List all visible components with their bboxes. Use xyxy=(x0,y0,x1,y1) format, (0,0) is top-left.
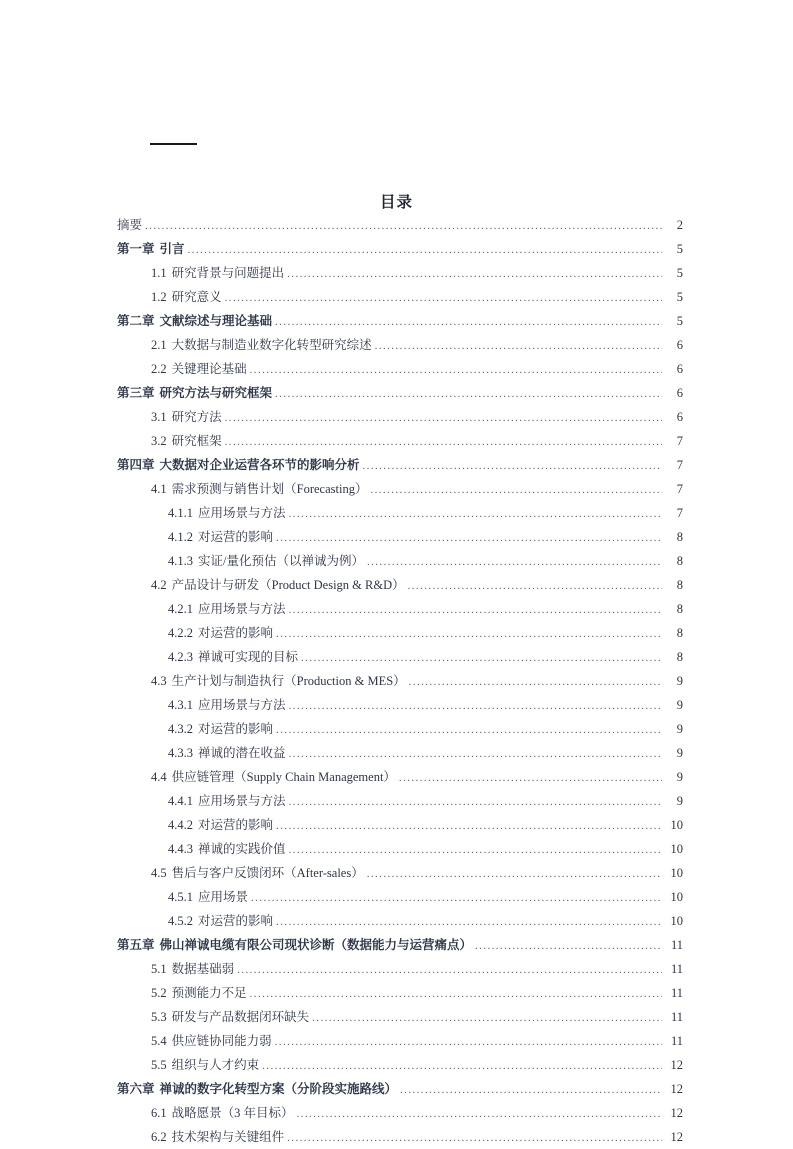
toc-entry-page-number: 2 xyxy=(676,218,683,232)
toc-entry-label xyxy=(168,549,366,573)
toc-entry-page-number: 9 xyxy=(676,722,683,736)
toc-entry-number: 4.4.3 xyxy=(168,842,193,856)
toc-dot-leader xyxy=(289,797,662,810)
toc-entry-page-number: 8 xyxy=(676,554,683,568)
toc-entry-title: 研发与产品数据闭环缺失 xyxy=(171,1010,310,1024)
toc-entry-number: 3.2 xyxy=(151,434,167,448)
toc-dot-leader xyxy=(276,629,662,642)
toc-entry-page-number: 11 xyxy=(670,962,683,976)
toc-dot-leader xyxy=(250,365,662,378)
toc-entry-number: 4.5 xyxy=(151,866,167,880)
toc-entry[interactable] xyxy=(117,381,683,405)
toc-dot-leader xyxy=(367,869,662,882)
toc-entry-label xyxy=(168,741,288,765)
toc-dot-leader xyxy=(475,941,662,954)
toc-entry-label xyxy=(151,573,407,597)
toc-entry-page-number: 11 xyxy=(670,1034,683,1048)
toc-entry-label xyxy=(151,357,249,381)
toc-entry[interactable] xyxy=(151,1053,683,1077)
toc-entry-label xyxy=(151,1125,286,1149)
toc-entry-page-number: 5 xyxy=(676,266,683,280)
toc-entry-label xyxy=(151,1005,311,1029)
toc-entry-number: 6.2 xyxy=(151,1130,167,1144)
toc-entry-title: 应用场景与方法 xyxy=(198,602,286,616)
toc-entry-title: 文献综述与理论基础 xyxy=(159,314,273,328)
toc-entry[interactable] xyxy=(117,213,683,237)
toc-entry-title: 禅诚的实践价值 xyxy=(198,842,286,856)
toc-dot-leader xyxy=(297,1109,662,1122)
toc-entry[interactable] xyxy=(168,549,683,573)
toc-entry-title: 关键理论基础 xyxy=(171,362,247,376)
toc-entry-number: 3.1 xyxy=(151,410,167,424)
toc-dot-leader xyxy=(289,509,662,522)
toc-entry-page-number: 5 xyxy=(676,290,683,304)
toc-entry-title: 大数据与制造业数字化转型研究综述 xyxy=(171,338,372,352)
toc-entry-title: 禅诚可实现的目标 xyxy=(198,650,299,664)
toc-entry-number: 5.1 xyxy=(151,962,167,976)
toc-entry-number: 4.2 xyxy=(151,578,167,592)
toc-entry-label xyxy=(117,213,144,237)
toc-entry[interactable] xyxy=(151,261,683,285)
toc-entry-page-number: 9 xyxy=(676,794,683,808)
toc-entry-title: 研究意义 xyxy=(171,290,222,304)
toc-dot-leader xyxy=(312,1013,662,1026)
toc-entry-number: 5.4 xyxy=(151,1034,167,1048)
toc-entry-number: 第六章 xyxy=(117,1082,155,1096)
toc-entry-title: 应用场景与方法 xyxy=(198,698,286,712)
toc-entry-title: 生产计划与制造执行（Production & MES） xyxy=(171,674,406,688)
toc-entry-label xyxy=(168,597,288,621)
toc-entry-title: 大数据对企业运营各环节的影响分析 xyxy=(159,458,360,472)
toc-entry-page-number: 9 xyxy=(676,770,683,784)
toc-dot-leader xyxy=(225,437,662,450)
toc-entry[interactable] xyxy=(151,981,683,1005)
toc-entry-label xyxy=(168,789,288,813)
toc-entry-page-number: 10 xyxy=(670,866,683,880)
toc-entry-label xyxy=(151,477,369,501)
toc-entry-label xyxy=(168,909,275,933)
toc-entry-number: 4.2.1 xyxy=(168,602,193,616)
toc-entry-number: 1.2 xyxy=(151,290,167,304)
toc-entry-page-number: 7 xyxy=(676,482,683,496)
toc-entry-number: 4.4.2 xyxy=(168,818,193,832)
toc-entry-title: 预测能力不足 xyxy=(171,986,247,1000)
toc-entry-title: 佛山禅诚电缆有限公司现状诊断（数据能力与运营痛点） xyxy=(159,938,473,952)
toc-entry-label xyxy=(151,861,366,885)
toc-entry-page-number: 6 xyxy=(676,386,683,400)
toc-entry-number: 4.3.1 xyxy=(168,698,193,712)
toc-entry-number: 4.4 xyxy=(151,770,167,784)
toc-entry-page-number: 11 xyxy=(670,986,683,1000)
toc-dot-leader xyxy=(409,677,662,690)
toc-entry-title: 应用场景 xyxy=(198,890,249,904)
toc-dot-leader xyxy=(262,1061,662,1074)
toc-dot-leader xyxy=(289,845,662,858)
toc-entry-title: 需求预测与销售计划（Forecasting） xyxy=(171,482,368,496)
toc-entry-page-number: 12 xyxy=(670,1106,683,1120)
toc-entry-title: 组织与人才约束 xyxy=(171,1058,260,1072)
toc-entry[interactable] xyxy=(151,1101,683,1125)
toc-entry-page-number: 12 xyxy=(670,1082,683,1096)
toc-dot-leader xyxy=(275,317,662,330)
toc-entry-label xyxy=(151,333,374,357)
toc-dot-leader xyxy=(399,773,662,786)
toc-entry[interactable] xyxy=(151,1005,683,1029)
toc-entry[interactable] xyxy=(151,477,683,501)
toc-entry-page-number: 12 xyxy=(670,1058,683,1072)
toc-entry-title: 对运营的影响 xyxy=(198,626,274,640)
toc-entry[interactable] xyxy=(117,237,683,261)
toc-dot-leader xyxy=(363,461,662,474)
toc-entry-title: 研究方法 xyxy=(171,410,222,424)
toc-entry-label xyxy=(168,813,275,837)
toc-entry[interactable] xyxy=(168,525,683,549)
toc-entry-number: 4.1 xyxy=(151,482,167,496)
toc-entry-page-number: 5 xyxy=(676,242,683,256)
toc-entry-number: 第五章 xyxy=(117,938,155,952)
toc-entry-page-number: 11 xyxy=(670,1010,683,1024)
toc-entry-number: 5.3 xyxy=(151,1010,167,1024)
header-rule xyxy=(150,143,197,145)
toc-entry-title: 对运营的影响 xyxy=(198,818,274,832)
toc-entry-label xyxy=(151,285,224,309)
toc-entry-page-number: 10 xyxy=(670,818,683,832)
toc-entry-number: 2.1 xyxy=(151,338,167,352)
toc-dot-leader xyxy=(289,701,662,714)
toc-entry[interactable] xyxy=(168,813,683,837)
toc-entry-label xyxy=(168,621,275,645)
toc-entry-label xyxy=(151,405,224,429)
toc-entry-number: 4.5.2 xyxy=(168,914,193,928)
toc-entry[interactable] xyxy=(151,333,683,357)
toc-entry-title: 禅诚的数字化转型方案（分阶段实施路线） xyxy=(159,1082,398,1096)
toc-entry-number: 4.1.2 xyxy=(168,530,193,544)
toc-entry-title: 技术架构与关键组件 xyxy=(171,1130,285,1144)
toc-entry-title: 对运营的影响 xyxy=(198,914,274,928)
toc-entry-page-number: 6 xyxy=(676,410,683,424)
toc-entry-number: 第二章 xyxy=(117,314,155,328)
toc-entry-number: 4.3.2 xyxy=(168,722,193,736)
toc-entry-label xyxy=(117,381,274,405)
toc-entry-page-number: 9 xyxy=(676,746,683,760)
toc-dot-leader xyxy=(370,485,662,498)
toc-entry[interactable] xyxy=(117,453,683,477)
toc-entry[interactable] xyxy=(151,573,683,597)
toc-entry[interactable] xyxy=(151,861,683,885)
toc-entry[interactable] xyxy=(151,357,683,381)
toc-entry-title: 产品设计与研发（Product Design & R&D） xyxy=(171,578,405,592)
toc-entry-page-number: 10 xyxy=(670,914,683,928)
toc-entry-page-number: 6 xyxy=(676,338,683,352)
toc-dot-leader xyxy=(237,965,662,978)
toc-entry-number: 5.5 xyxy=(151,1058,167,1072)
toc-entry[interactable] xyxy=(151,669,683,693)
toc-entry-number: 第四章 xyxy=(117,458,155,472)
toc-entry-page-number: 5 xyxy=(676,314,683,328)
toc-entry-label xyxy=(117,1077,399,1101)
toc-entry-label xyxy=(151,1029,274,1053)
toc-entry-title: 供应链管理（Supply Chain Management） xyxy=(171,770,396,784)
toc-entry-page-number: 10 xyxy=(670,842,683,856)
toc-entry-number: 2.2 xyxy=(151,362,167,376)
toc-entry-page-number: 8 xyxy=(676,530,683,544)
toc-entry[interactable] xyxy=(117,309,683,333)
toc-entry-page-number: 10 xyxy=(670,890,683,904)
toc-entry-label xyxy=(168,885,250,909)
toc-entry-number: 第三章 xyxy=(117,386,155,400)
toc-entry-title: 应用场景与方法 xyxy=(198,506,286,520)
toc-dot-leader xyxy=(276,821,662,834)
toc-entry-label xyxy=(168,837,288,861)
toc-entry-number: 4.1.1 xyxy=(168,506,193,520)
toc-entry[interactable] xyxy=(151,1029,683,1053)
page-title: 目录 xyxy=(379,194,413,211)
toc-entry-page-number: 9 xyxy=(676,674,683,688)
toc-dot-leader xyxy=(275,1037,662,1050)
toc-entry-page-number: 8 xyxy=(676,626,683,640)
toc-entry-title: 对运营的影响 xyxy=(198,530,274,544)
toc-entry-title: 对运营的影响 xyxy=(198,722,274,736)
toc-entry-page-number: 12 xyxy=(670,1130,683,1144)
toc-entry-page-number: 9 xyxy=(676,698,683,712)
toc-entry-label xyxy=(168,693,288,717)
toc-dot-leader xyxy=(276,725,662,738)
toc-entry-label xyxy=(117,237,187,261)
toc-entry[interactable] xyxy=(168,645,683,669)
toc-dot-leader xyxy=(276,917,662,930)
toc-entry-title: 数据基础弱 xyxy=(171,962,235,976)
toc-dot-leader xyxy=(287,1133,662,1146)
toc-dot-leader xyxy=(287,269,662,282)
toc-entry-number: 4.3.3 xyxy=(168,746,193,760)
toc-entry[interactable] xyxy=(168,837,683,861)
toc-entry[interactable] xyxy=(117,1077,683,1101)
toc-entry-label xyxy=(151,765,398,789)
toc-entry-title: 售后与客户反馈闭环（After-sales） xyxy=(171,866,364,880)
toc-dot-leader xyxy=(251,893,662,906)
toc-entry[interactable] xyxy=(151,957,683,981)
toc-entry[interactable] xyxy=(168,597,683,621)
toc-dot-leader xyxy=(225,413,662,426)
toc-entry-title: 禅诚的潜在收益 xyxy=(198,746,286,760)
toc-entry-number: 4.4.1 xyxy=(168,794,193,808)
toc-entry-page-number: 8 xyxy=(676,602,683,616)
toc-entry-label xyxy=(151,429,224,453)
toc-entry-page-number: 7 xyxy=(676,506,683,520)
toc-entry-number: 4.3 xyxy=(151,674,167,688)
toc-entry-number: 4.2.3 xyxy=(168,650,193,664)
toc-dot-leader xyxy=(188,245,662,258)
toc-entry[interactable] xyxy=(151,405,683,429)
toc-entry-label xyxy=(168,501,288,525)
toc-entry-page-number: 7 xyxy=(676,458,683,472)
toc-entry[interactable] xyxy=(168,717,683,741)
toc-entry-title: 研究框架 xyxy=(171,434,222,448)
toc-entry-label xyxy=(151,669,408,693)
toc-entry[interactable] xyxy=(168,885,683,909)
toc-entry-label xyxy=(151,1053,261,1077)
toc-entry[interactable] xyxy=(168,741,683,765)
toc-entry[interactable] xyxy=(168,693,683,717)
toc-entry-title: 研究背景与问题提出 xyxy=(171,266,285,280)
toc-dot-leader xyxy=(289,605,662,618)
toc-dot-leader xyxy=(375,341,662,354)
toc-dot-leader xyxy=(408,581,662,594)
toc-entry-number: 1.1 xyxy=(151,266,167,280)
toc-entry-number: 第一章 xyxy=(117,242,155,256)
toc-entry-label xyxy=(151,1101,296,1125)
toc-entry-label xyxy=(168,645,300,669)
toc-dot-leader xyxy=(275,389,662,402)
toc-entry-title: 研究方法与研究框架 xyxy=(159,386,273,400)
toc-entry-number: 6.1 xyxy=(151,1106,167,1120)
toc-entry-label xyxy=(117,453,362,477)
toc-entry[interactable] xyxy=(151,765,683,789)
toc-entry[interactable] xyxy=(168,501,683,525)
toc-entry-label xyxy=(117,309,274,333)
toc-entry-label xyxy=(168,525,275,549)
toc-entry-label xyxy=(151,957,236,981)
toc-entry-label xyxy=(168,717,275,741)
toc-entry-label xyxy=(117,933,474,957)
toc-entry-label xyxy=(151,261,286,285)
toc-entry[interactable] xyxy=(168,789,683,813)
toc-entry-title: 摘要 xyxy=(117,218,143,232)
toc-entry-page-number: 8 xyxy=(676,578,683,592)
toc-entry-page-number: 11 xyxy=(670,938,683,952)
toc-entry-label xyxy=(151,981,249,1005)
toc-entry-page-number: 8 xyxy=(676,650,683,664)
toc-entry-title: 应用场景与方法 xyxy=(198,794,286,808)
toc-entry[interactable] xyxy=(151,285,683,309)
toc-entry-page-number: 6 xyxy=(676,362,683,376)
toc-entry-title: 战略愿景（3 年目标） xyxy=(171,1106,294,1120)
toc-dot-leader xyxy=(250,989,662,1002)
toc-entry-title: 供应链协同能力弱 xyxy=(171,1034,272,1048)
toc-entry[interactable] xyxy=(151,429,683,453)
toc-dot-leader xyxy=(276,533,662,546)
toc-entry-title: 实证/量化预估（以禅诚为例） xyxy=(198,554,364,568)
toc-entry[interactable] xyxy=(168,621,683,645)
toc-dot-leader xyxy=(225,293,662,306)
toc-entry[interactable] xyxy=(117,933,683,957)
toc-dot-leader xyxy=(289,749,662,762)
toc-entry-page-number: 7 xyxy=(676,434,683,448)
toc-entry-number: 4.5.1 xyxy=(168,890,193,904)
toc-entry-number: 4.1.3 xyxy=(168,554,193,568)
toc-dot-leader xyxy=(145,221,662,234)
toc-dot-leader xyxy=(400,1085,662,1098)
toc-entry[interactable] xyxy=(151,1125,683,1149)
toc-entry-title: 引言 xyxy=(159,242,185,256)
toc-dot-leader xyxy=(367,557,662,570)
table-of-contents xyxy=(117,213,683,1149)
toc-dot-leader xyxy=(301,653,662,666)
toc-entry[interactable] xyxy=(168,909,683,933)
toc-entry-number: 5.2 xyxy=(151,986,167,1000)
toc-entry-number: 4.2.2 xyxy=(168,626,193,640)
